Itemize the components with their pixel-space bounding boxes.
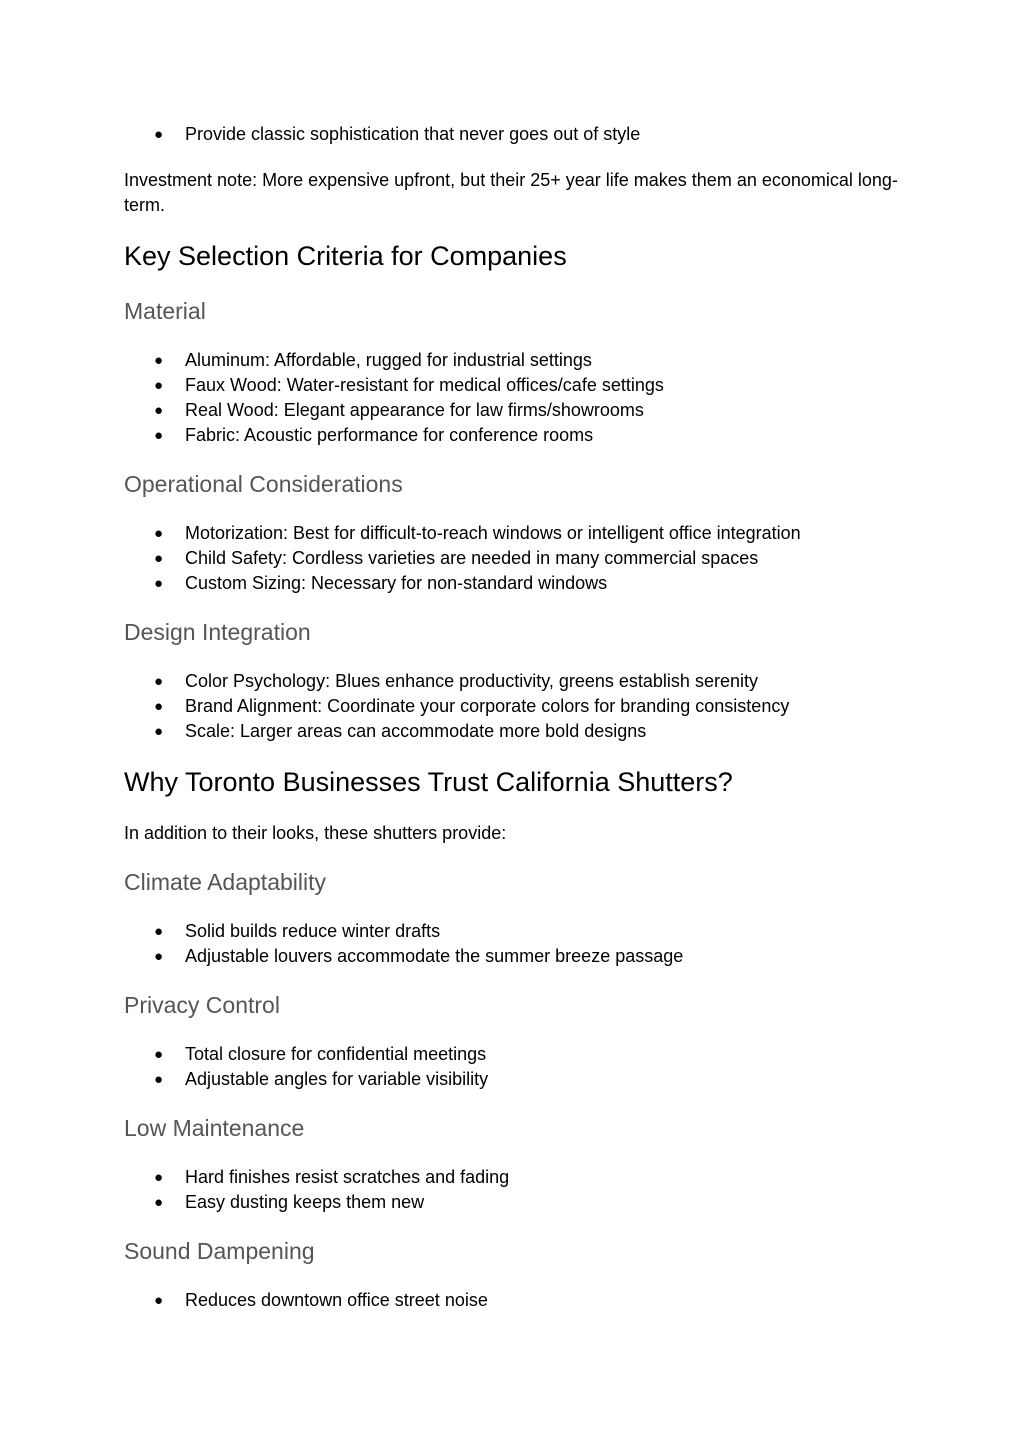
bullet-dot: ●: [154, 550, 164, 567]
bullet-dot: ●: [154, 673, 164, 690]
bullet-dot: ●: [154, 525, 164, 542]
bullet-dot: ●: [154, 1194, 164, 1211]
section-heading-key-selection: Key Selection Criteria for Companies: [124, 241, 567, 271]
bullet-dot: ●: [154, 1292, 164, 1309]
bullet-dot: ●: [154, 377, 164, 394]
list-item-text: Hard finishes resist scratches and fading: [185, 1167, 510, 1187]
list-item-text: Color Psychology: Blues enhance productivity, greens establish serenity: [185, 671, 758, 691]
list-item-text: Provide classic sophistication that never goes out of style: [185, 124, 641, 144]
why-toronto-intro: In addition to their looks, these shutters provide:: [124, 823, 507, 843]
bullet-dot: ●: [154, 698, 164, 715]
investment-note: Investment note: More expensive upfront, but their 25+ year life makes them an economical long-term.: [124, 170, 898, 215]
subheading-privacy: Privacy Control: [124, 992, 280, 1018]
list-item-text: Fabric: Acoustic performance for conference rooms: [185, 425, 594, 445]
bullet-dot: ●: [154, 575, 164, 592]
list-item-text: Adjustable angles for variable visibility: [185, 1069, 489, 1089]
bullet-dot: ●: [154, 1169, 164, 1186]
bullet-dot: ●: [154, 126, 164, 143]
bullet-dot: ●: [154, 1071, 164, 1088]
list-item-text: Adjustable louvers accommodate the summer breeze passage: [185, 946, 684, 966]
list-item-text: Easy dusting keeps them new: [185, 1192, 425, 1212]
subheading-climate: Climate Adaptability: [124, 869, 326, 895]
list-item-text: Child Safety: Cordless varieties are needed in many commercial spaces: [185, 548, 759, 568]
bullet-dot: ●: [154, 402, 164, 419]
list-item-text: Aluminum: Affordable, rugged for industrial settings: [185, 350, 592, 370]
list-item-text: Real Wood: Elegant appearance for law firms/showrooms: [185, 400, 644, 420]
list-item-text: Brand Alignment: Coordinate your corporate colors for branding consistency: [185, 696, 790, 716]
subheading-design: Design Integration: [124, 619, 311, 645]
subheading-maintenance: Low Maintenance: [124, 1115, 305, 1141]
bullet-dot: ●: [154, 923, 164, 940]
bullet-dot: ●: [154, 352, 164, 369]
bullet-dot: ●: [154, 1046, 164, 1063]
section-heading-why-toronto: Why Toronto Businesses Trust California Shutters?: [124, 767, 733, 797]
list-item-text: Custom Sizing: Necessary for non-standard windows: [185, 573, 608, 593]
list-item-text: Scale: Larger areas can accommodate more bold designs: [185, 721, 647, 741]
subheading-sound: Sound Dampening: [124, 1238, 315, 1264]
bullet-dot: ●: [154, 723, 164, 740]
list-item-text: Motorization: Best for difficult-to-reach windows or intelligent office integration: [185, 523, 801, 543]
list-item-text: Reduces downtown office street noise: [185, 1290, 488, 1310]
list-item-text: Solid builds reduce winter drafts: [185, 921, 441, 941]
bullet-dot: ●: [154, 427, 164, 444]
subheading-operational: Operational Considerations: [124, 471, 403, 497]
list-item-text: Total closure for confidential meetings: [185, 1044, 487, 1064]
bullet-dot: ●: [154, 948, 164, 965]
subheading-material: Material: [124, 298, 206, 324]
list-item-text: Faux Wood: Water-resistant for medical offices/cafe settings: [185, 375, 664, 395]
